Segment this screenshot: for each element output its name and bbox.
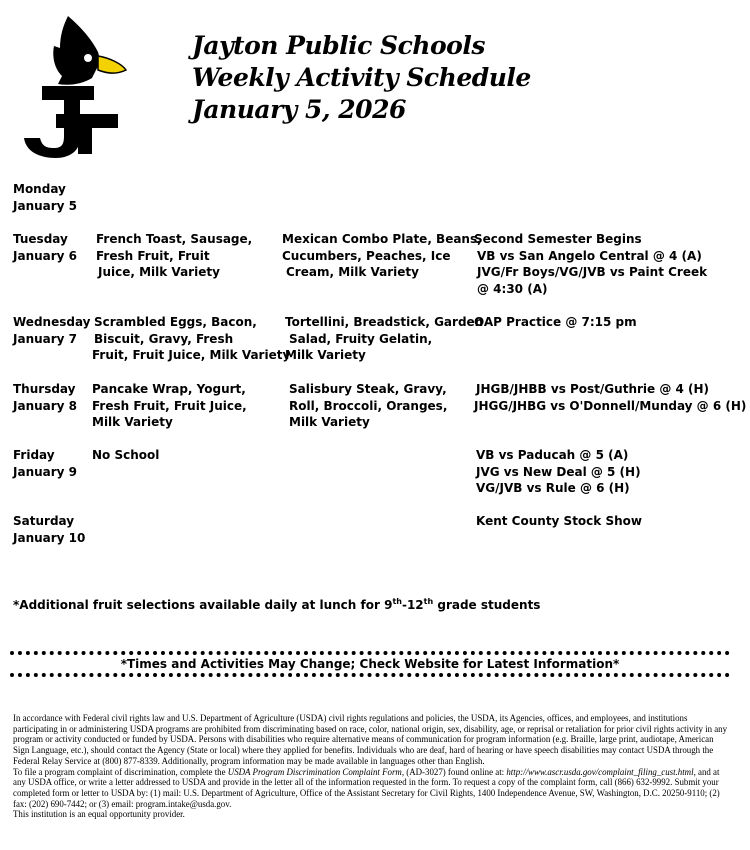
note-sup: th: [392, 597, 402, 606]
activity-line: VB vs San Angelo Central @ 4 (A): [477, 248, 702, 263]
activity-line: VG/JVB vs Rule @ 6 (H): [476, 481, 630, 496]
day-name: Monday: [13, 182, 66, 196]
activities-thursday: [474, 381, 746, 414]
activities-tuesday: [474, 231, 707, 298]
menu-line: Tortellini, Breadstick, Garden: [285, 315, 484, 329]
note-mid: -12: [401, 598, 424, 612]
activity-line: Second Semester Begins: [474, 232, 642, 246]
legal-text: , (AD-3027) found online at:: [401, 766, 507, 777]
menu-line: Salisbury Steak, Gravy,: [289, 382, 447, 396]
notice-band: [10, 651, 730, 677]
day-date: January 6: [13, 248, 78, 263]
schedule-date: January 5, 2026: [192, 95, 406, 124]
menu-line: Fruit, Fruit Juice, Milk Variety: [92, 348, 291, 363]
menu-line: Juice, Milk Variety: [98, 265, 220, 280]
day-tuesday: [13, 231, 77, 264]
activities-wednesday: [474, 314, 637, 331]
day-date: January 5: [13, 198, 78, 213]
notice-text: *Times and Activities May Change; Check Website for Latest Information*: [120, 657, 620, 671]
activities-friday: [476, 447, 641, 497]
menu-line: Fresh Fruit, Fruit Juice,: [92, 398, 247, 413]
activity-line: Kent County Stock Show: [476, 514, 642, 528]
activity-line: JVG/Fr Boys/VG/JVB vs Paint Creek: [477, 265, 708, 280]
activity-line: VB vs Paducah @ 5 (A): [476, 448, 629, 462]
breakfast-tuesday: [96, 231, 252, 281]
legal-text: , and at any USDA office, or write a letter addressed to USDA and provide in the letter all of the information requested in the form. To request a copy of the complaint form, call (866) 632-9992. Submit your completed form or letter to USDA by: (1) mail: U.S. Department of Agriculture, Office of the Assistant Secretary for Civil Rights, 1400 Independence Avenue, SW, Washington, D.C. 20250-9110; (2) fax: (202) 690-7442; or (3) email: program.intake@usda.gov.: [13, 766, 720, 809]
note-sup: th: [423, 597, 434, 606]
menu-line: Fresh Fruit, Fruit: [96, 248, 210, 263]
legal-paragraph: [13, 767, 731, 810]
day-wednesday: [13, 314, 91, 347]
complaint-form-name: USDA Program Discrimination Complaint Form: [227, 766, 402, 777]
note-prefix: *Additional fruit selections available daily at lunch for 9: [13, 598, 393, 612]
day-date: January 10: [13, 530, 86, 545]
day-thursday: [13, 381, 77, 414]
menu-line: Milk Variety: [285, 348, 366, 363]
menu-line: Biscuit, Gravy, Fresh: [94, 331, 234, 346]
menu-line: Salad, Fruity Gelatin,: [289, 331, 433, 346]
menu-line: Scrambled Eggs, Bacon,: [94, 315, 257, 329]
lunch-tuesday: [282, 231, 482, 281]
day-date: January 8: [13, 398, 78, 413]
page-header: [192, 30, 531, 126]
menu-line: Mexican Combo Plate, Beans,: [282, 232, 482, 246]
day-date: January 9: [13, 464, 78, 479]
cardinal-eye: [84, 54, 92, 62]
cardinal-head: [53, 16, 99, 85]
day-saturday: [13, 513, 85, 546]
note-suffix: grade students: [433, 598, 541, 612]
menu-line: Milk Variety: [289, 415, 370, 430]
breakfast-wednesday: [92, 314, 290, 364]
activity-line: OAP Practice @ 7:15 pm: [474, 315, 637, 329]
day-name: Saturday: [13, 514, 75, 528]
school-logo: [18, 14, 130, 160]
activity-line: JVG vs New Deal @ 5 (H): [476, 464, 641, 479]
activities-saturday: [476, 513, 642, 530]
day-monday: [13, 181, 77, 214]
activity-line: @ 4:30 (A): [477, 282, 548, 297]
day-name: Thursday: [13, 382, 76, 396]
day-friday: [13, 447, 77, 480]
legal-paragraph: This institution is an equal opportunity provider.: [13, 809, 185, 820]
lunch-thursday: [289, 381, 447, 431]
fruit-note: [13, 597, 540, 612]
menu-line: No School: [92, 448, 160, 462]
breakfast-friday: [92, 447, 159, 464]
activity-line: JHGG/JHBG vs O'Donnell/Munday @ 6 (H): [474, 398, 747, 413]
breakfast-thursday: [92, 381, 247, 431]
nondiscrimination-statement: [13, 713, 731, 820]
school-name: Jayton Public Schools: [192, 31, 485, 60]
lunch-wednesday: [285, 314, 483, 364]
cardinal-beak: [98, 56, 126, 73]
day-date: January 7: [13, 331, 78, 346]
menu-line: Cucumbers, Peaches, Ice: [282, 248, 451, 263]
complaint-form-link[interactable]: http://www.ascr.usda.gov/complaint_filing_cust.html: [506, 766, 694, 777]
menu-line: French Toast, Sausage,: [96, 232, 253, 246]
day-name: Tuesday: [13, 232, 68, 246]
menu-line: Roll, Broccoli, Oranges,: [289, 398, 448, 413]
schedule-title: Weekly Activity Schedule: [192, 63, 531, 92]
menu-line: Milk Variety: [92, 415, 173, 430]
day-name: Friday: [13, 448, 55, 462]
menu-line: Pancake Wrap, Yogurt,: [92, 382, 246, 396]
activity-line: JHGB/JHBB vs Post/Guthrie @ 4 (H): [476, 382, 710, 396]
menu-line: Cream, Milk Variety: [286, 265, 419, 280]
legal-text: To file a program complaint of discrimination, complete the: [13, 766, 228, 777]
dotted-divider: [10, 673, 730, 677]
day-name: Wednesday: [13, 315, 91, 329]
legal-paragraph: In accordance with Federal civil rights law and U.S. Department of Agriculture (USDA) civil rights regulations and policies, the USDA, its Agencies, offices, and employees, and institutions participating in or administering USDA programs are prohibited from discriminating based on race, color, national origin, sex, disability, age, or reprisal or retaliation for prior civil rights activity in any program or activity conducted or funded by USDA. Persons with disabilities who require alternative means of communication for program information (e.g. Braille, large print, audiotape, American Sign Language, etc.), should contact the Agency (State or local) where they applied for benefits. Individuals who are deaf, hard of hearing or have speech disabilities may contact USDA through the Federal Relay Service at (800) 877-8339. Additionally, program information may be made available in languages other than English.: [13, 713, 728, 766]
